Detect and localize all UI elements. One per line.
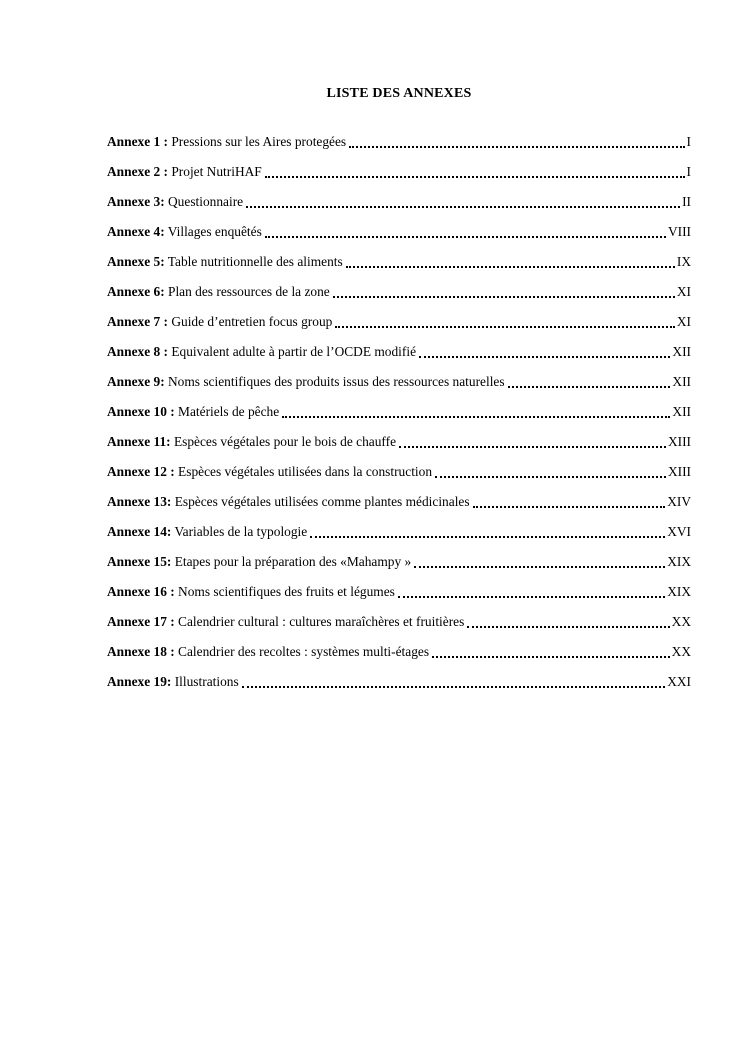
annex-entry (107, 577, 691, 607)
annex-label: Annexe 16 : (107, 584, 175, 599)
annex-entry-text (107, 367, 505, 397)
annex-entry-text (107, 277, 330, 307)
annex-entry (107, 607, 691, 637)
annex-title: Calendrier des recoltes : systèmes multi-étages (174, 644, 430, 659)
dot-leader (262, 217, 668, 247)
annex-entry (107, 217, 691, 247)
annex-label: Annexe 8 : (107, 344, 168, 359)
dot-leader (239, 667, 668, 697)
annex-page-number: XII (672, 374, 691, 389)
annex-entry-text (107, 457, 432, 487)
annex-entry-text (107, 307, 332, 337)
annex-page-number: XI (676, 314, 691, 329)
annex-label: Annexe 7 : (107, 314, 168, 329)
annex-list (107, 127, 691, 697)
annex-entry (107, 397, 691, 427)
annex-title: Projet NutriHAF (168, 164, 262, 179)
annex-label: Annexe 15: (107, 554, 172, 569)
annex-page-number: XIV (667, 494, 691, 509)
annex-label: Annexe 4: (107, 224, 165, 239)
dot-leader (343, 247, 677, 277)
annex-label: Annexe 13: (107, 494, 172, 509)
annex-title: Etapes pour la préparation des «Mahampy » (171, 554, 412, 569)
dot-leader (330, 277, 677, 307)
annex-entry (107, 667, 691, 697)
annex-page-number: IX (676, 254, 691, 269)
annex-page-number: I (686, 164, 691, 179)
annex-entry (107, 487, 691, 517)
annex-label: Annexe 6: (107, 284, 165, 299)
dot-leader (396, 427, 668, 457)
annex-title: Espèces végétales utilisées dans la construction (174, 464, 433, 479)
annex-page-number: XX (671, 614, 691, 629)
annex-entry (107, 367, 691, 397)
annex-entry-text (107, 427, 396, 457)
annex-entry-text (107, 517, 307, 547)
annex-title: Espèces végétales pour le bois de chauffe (170, 434, 397, 449)
annex-page-number: XIII (667, 464, 691, 479)
annex-entry (107, 247, 691, 277)
dot-leader (464, 607, 671, 637)
annex-entry-text (107, 487, 470, 517)
dot-leader (505, 367, 673, 397)
page-title: LISTE DES ANNEXES (326, 86, 472, 101)
annex-entry (107, 307, 691, 337)
dot-leader (279, 397, 672, 427)
annex-entry-text (107, 217, 262, 247)
annex-title: Illustrations (171, 674, 239, 689)
annex-page-number: XX (671, 644, 691, 659)
annex-entry-text (107, 157, 262, 187)
dot-leader (429, 637, 672, 667)
annex-page-number: XIX (667, 554, 691, 569)
dot-leader (262, 157, 687, 187)
annex-title: Espèces végétales utilisées comme plantes médicinales (171, 494, 470, 509)
annex-entry-text (107, 637, 429, 667)
dot-leader (307, 517, 667, 547)
annex-page-number: VIII (667, 224, 691, 239)
dot-leader (243, 187, 682, 217)
annex-label: Annexe 18 : (107, 644, 175, 659)
annex-entry-text (107, 187, 243, 217)
annex-page-number: XII (672, 344, 691, 359)
dot-leader (332, 307, 677, 337)
annex-title: Noms scientifiques des produits issus des ressources naturelles (164, 374, 505, 389)
annex-entry (107, 337, 691, 367)
dot-leader (432, 457, 668, 487)
dot-leader (470, 487, 668, 517)
annex-page-number: XIX (667, 584, 691, 599)
annex-page-number: XXI (667, 674, 691, 689)
annex-entry-text (107, 397, 279, 427)
annex-title: Villages enquêtés (164, 224, 262, 239)
annex-title: Variables de la typologie (171, 524, 308, 539)
annex-title: Equivalent adulte à partir de l’OCDE modifié (168, 344, 417, 359)
annex-entry (107, 157, 691, 187)
annex-page-number: XIII (667, 434, 691, 449)
annex-label: Annexe 11: (107, 434, 171, 449)
annex-entry (107, 187, 691, 217)
annex-entry (107, 427, 691, 457)
annex-title: Guide d’entretien focus group (168, 314, 333, 329)
annex-entry-text (107, 547, 411, 577)
annex-label: Annexe 10 : (107, 404, 175, 419)
dot-leader (416, 337, 672, 367)
dot-leader (411, 547, 667, 577)
annex-title: Plan des ressources de la zone (164, 284, 330, 299)
annex-label: Annexe 12 : (107, 464, 175, 479)
annex-entry-text (107, 247, 343, 277)
annex-title: Calendrier cultural : cultures maraîchères et fruitières (174, 614, 465, 629)
annex-label: Annexe 3: (107, 194, 165, 209)
annex-entry-text (107, 337, 416, 367)
annex-label: Annexe 17 : (107, 614, 175, 629)
annex-entry (107, 637, 691, 667)
annex-label: Annexe 2 : (107, 164, 168, 179)
annex-title: Pressions sur les Aires protegées (168, 134, 347, 149)
annex-label: Annexe 1 : (107, 134, 168, 149)
annex-title: Questionnaire (164, 194, 244, 209)
annex-page-number: XVI (667, 524, 691, 539)
annex-label: Annexe 19: (107, 674, 172, 689)
annex-label: Annexe 14: (107, 524, 172, 539)
annex-entry (107, 127, 691, 157)
annex-entry (107, 277, 691, 307)
annex-entry-text (107, 577, 395, 607)
annex-page-number: II (682, 194, 691, 209)
annex-page-number: XI (676, 284, 691, 299)
dot-leader (346, 127, 686, 157)
annex-entry-text (107, 127, 346, 157)
annex-entry (107, 547, 691, 577)
annex-title: Table nutritionnelle des aliments (164, 254, 343, 269)
annex-page-number: XII (672, 404, 691, 419)
annex-title: Matériels de pêche (174, 404, 280, 419)
annex-title: Noms scientifiques des fruits et légumes (174, 584, 395, 599)
annex-label: Annexe 9: (107, 374, 165, 389)
annex-entry-text (107, 667, 239, 697)
annex-label: Annexe 5: (107, 254, 165, 269)
annex-entry (107, 517, 691, 547)
annex-page-number: I (686, 134, 691, 149)
dot-leader (395, 577, 667, 607)
annex-entry-text (107, 607, 464, 637)
annex-entry (107, 457, 691, 487)
